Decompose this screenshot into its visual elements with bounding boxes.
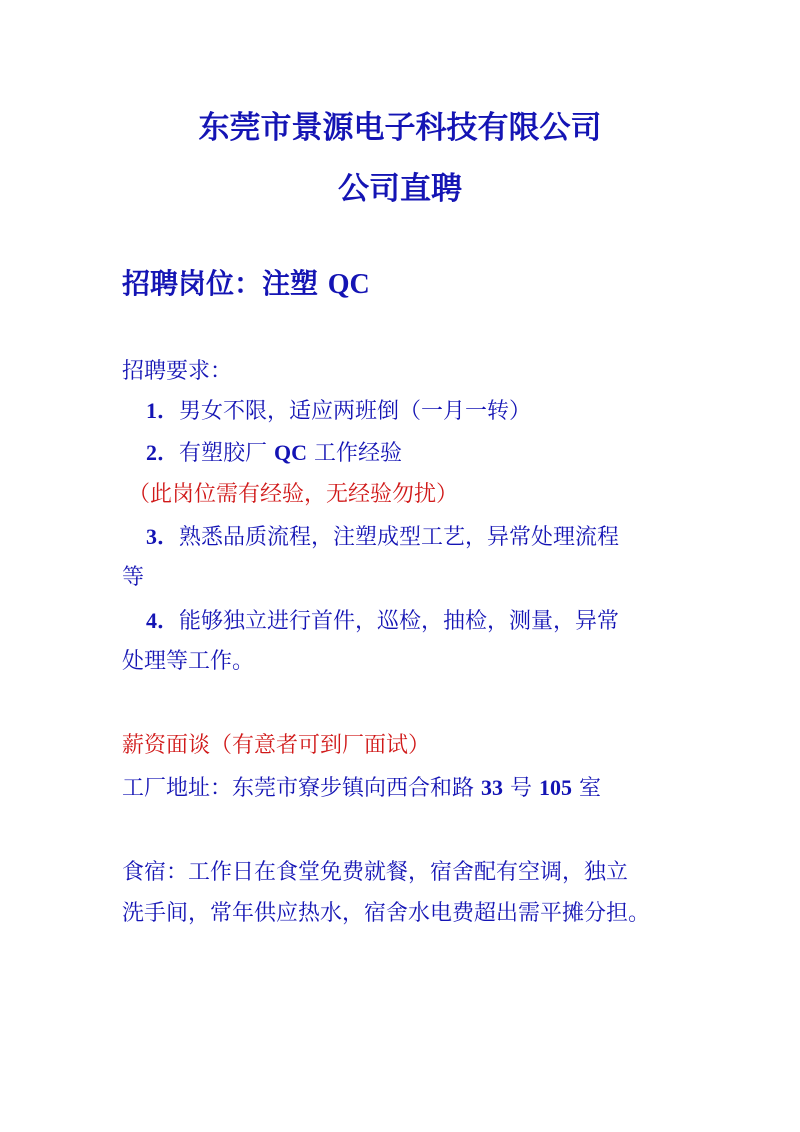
item-number: 1． [146,398,180,423]
item-text: 能够独立进行首件，巡检，抽检，测量，异常 [179,609,620,634]
salary-note: 薪资面谈（有意者可到厂面试） [122,733,431,758]
item-text: 熟悉品质流程，注塑成型工艺，异常处理流程 [179,525,620,550]
board-line-2: 洗手间，常年供应热水，宿舍水电费超出需平摊分担。 [122,901,651,926]
requirements-heading: 招聘要求： [122,359,233,384]
position-value: QC [327,269,370,300]
item-text: 男女不限，适应两班倒（一月一转） [179,399,532,424]
board-line-1: 食宿：工作日在食堂免费就餐，宿舍配有空调，独立 [122,860,629,885]
address-text: 工厂地址：东莞市寮步镇向西合和路 [122,776,475,801]
address-text: 号 [510,776,533,801]
requirement-item [146,400,531,423]
item-text: 工作经验 [314,441,403,466]
item-text-bold: QC [274,440,308,465]
item-number: 2． [146,440,180,465]
requirement-continuation: 处理等工作。 [122,649,255,674]
subtitle: 公司直聘 [338,171,462,207]
requirement-continuation: 等 [122,565,145,590]
address-room: 105 [539,775,573,800]
item-text: 有塑胶厂 [179,441,268,466]
item-number: 4． [146,608,180,633]
experience-note: （此岗位需有经验，无经验勿扰） [128,482,459,507]
requirement-item [146,442,402,465]
requirement-item [146,526,619,549]
address-text: 室 [579,776,602,801]
address-number: 33 [481,775,504,800]
item-number: 3． [146,524,180,549]
factory-address [122,777,601,800]
company-title: 东莞市景源电子科技有限公司 [198,110,602,146]
position-label: 招聘岗位：注塑 [122,267,319,300]
requirement-item [146,610,619,633]
position-heading [122,267,370,300]
